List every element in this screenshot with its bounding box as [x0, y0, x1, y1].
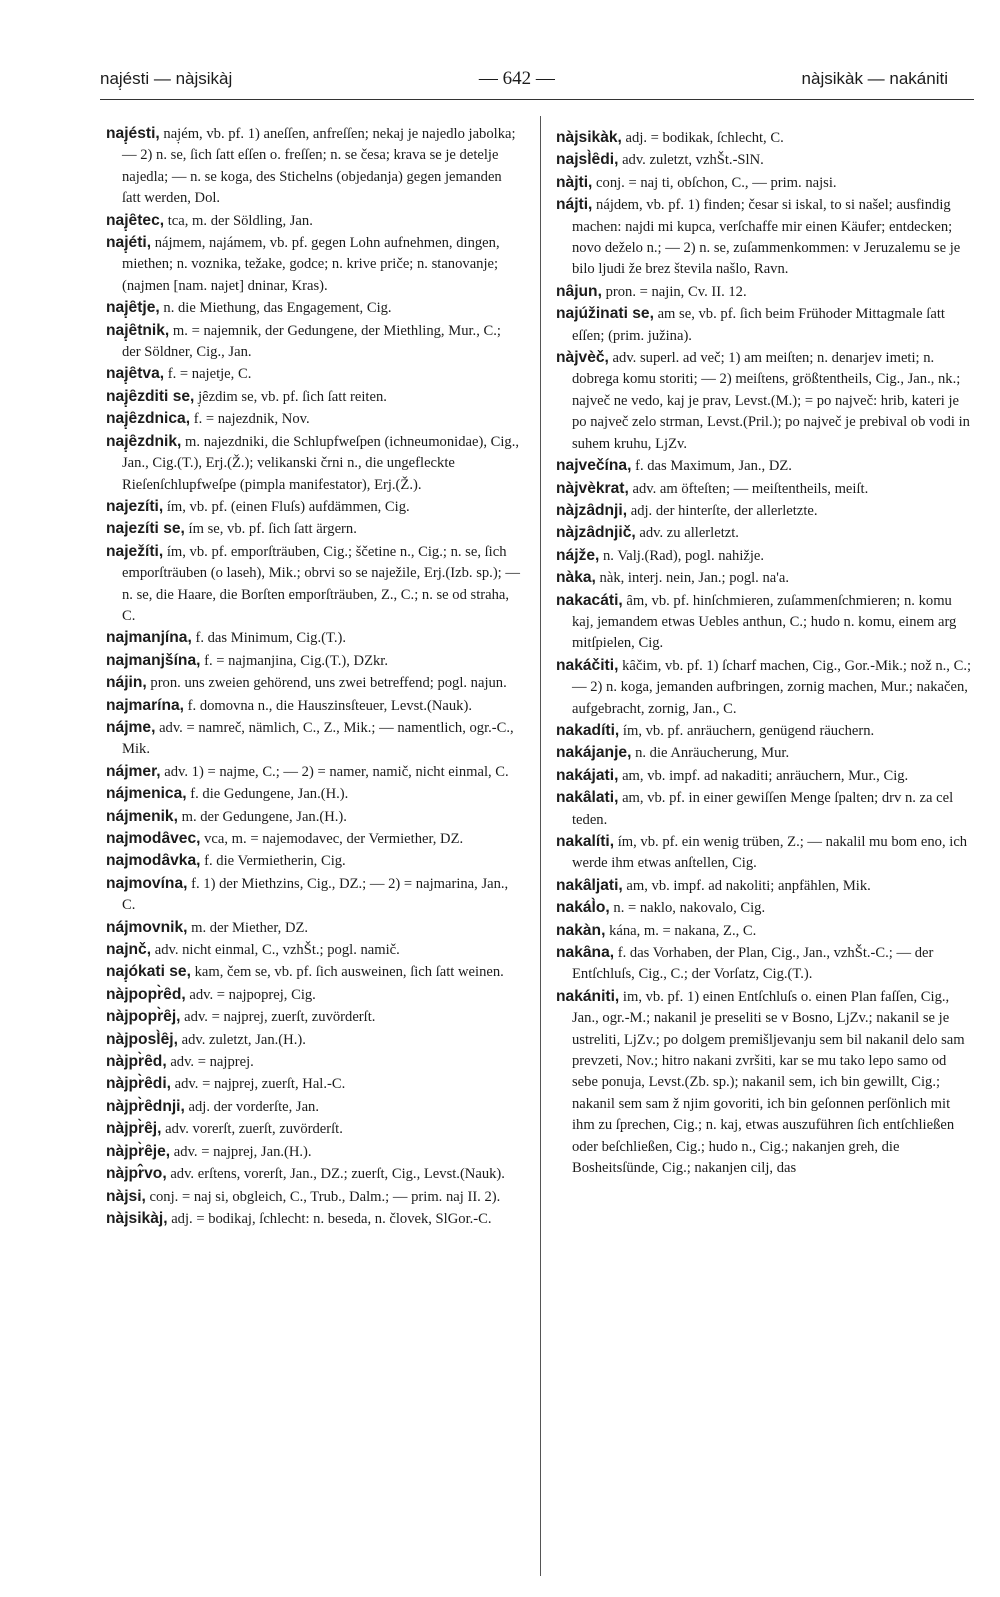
dictionary-entry [106, 917, 522, 939]
entry-definition: ím se, vb. pf. ſich ſatt ärgern. [188, 521, 357, 538]
entry-headword: nájme, [106, 718, 156, 736]
dictionary-entry [106, 1051, 522, 1073]
entry-headword: nàjpr̀ȇdnji, [106, 1097, 185, 1115]
entry-definition: f. die Gedungene, Jan.(H.). [190, 786, 349, 803]
entry-headword: nàjpr̀ȇj, [106, 1120, 162, 1138]
entry-definition: n. Valj.(Rad), pogl. nahižje. [603, 547, 765, 564]
dictionary-entry [106, 518, 522, 540]
dictionary-entry [556, 920, 972, 942]
entry-definition: adv. zu allerletzt. [639, 525, 739, 542]
dictionary-entry [556, 742, 972, 764]
entry-definition: adv. = najpoprej, Cig. [189, 986, 316, 1003]
dictionary-entry [556, 303, 972, 347]
entry-headword: nakájati, [556, 766, 619, 784]
entry-definition: f. die Vermietherin, Cig. [204, 853, 346, 870]
entry-definition: adv. = najprej, zuerſt, zuvörderſt. [184, 1009, 376, 1026]
dictionary-entry [106, 1118, 522, 1140]
entry-definition: kána, m. = nakana, Z., C. [609, 922, 757, 939]
entry-headword: naj̣ȇzdnica, [106, 410, 191, 428]
dictionary-entry [106, 1073, 522, 1095]
dictionary-entry [106, 873, 522, 917]
entry-definition: tca, m. der Söldling, Jan. [167, 212, 313, 229]
entry-headword: nájmenik, [106, 807, 178, 825]
dictionary-entry [106, 717, 522, 761]
dictionary-entry [556, 567, 972, 589]
dictionary-entry [106, 850, 522, 872]
entry-headword: nàjvèč, [556, 349, 609, 367]
dictionary-entry [106, 806, 522, 828]
entry-definition: adv. vorerſt, zuerſt, zuvörderſt. [165, 1121, 343, 1138]
entry-headword: najmodȃvec, [106, 830, 201, 847]
dictionary-entry [106, 232, 522, 297]
entry-headword: nàjpr̀ȇje, [106, 1142, 171, 1160]
entry-headword: nakȃlati, [556, 789, 619, 807]
dictionary-entry [106, 408, 522, 430]
dictionary-entry [106, 828, 522, 850]
entry-headword: nájti, [556, 196, 593, 214]
entry-headword: nàka, [556, 569, 596, 587]
dictionary-entry [556, 897, 972, 919]
entry-definition: f. das Vorhaben, der Plan, Cig., Jan., vzhŠt.-C.; — der Entſchluſs, Cig., C.; der Vorſatz, Cig.(T.). [572, 945, 934, 983]
entry-headword: nàjposl̀ȇj, [106, 1030, 178, 1048]
dictionary-entry [106, 1163, 522, 1185]
entry-definition: adv. = najprej, Jan.(H.). [173, 1143, 312, 1160]
entry-headword: nàjsi, [106, 1187, 146, 1205]
entry-headword: naj̣ȇtnik, [106, 321, 170, 339]
entry-headword: najúžinati se, [556, 305, 654, 323]
dictionary-entry [556, 986, 972, 1180]
entry-headword: nàjvèkrat, [556, 479, 629, 497]
entry-headword: naj̣ȇzditi se, [106, 387, 195, 405]
entry-definition: f. 1) der Miethzins, Cig., DZ.; — 2) = najmarina, Jan., C. [122, 875, 509, 914]
dictionary-entry [556, 500, 972, 522]
entry-headword: nájmer, [106, 762, 161, 780]
entry-definition: im, vb. pf. 1) einen Entſchluſs o. einen Plan faſſen, Cig., Jan., ogr.-M.; nakanil je preseliti se v Bosno, LjZv.; nakanil se je ustreliti, LjZv.; po dolgem premišljevanju sem bil nakanil delo sam prevzeti, Nov.; hitro nakani zvršiti, kar se mu tako lepo samo od sebe ponuja, Levst.(Zb. sp.); nakanil sem, ich bin gewillt, Cig.; nakanil sem sam ž njim govoriti, ich bin geſonnen perſönlich mit ihm zu ſprechen, Cig.; n. kaj, etwas auszuführen ſich entſchließen oder beſchließen, Cig.; hudo n., Cig.; nakanjen greh, die Bosheitsſünde, Cig.; nakanjen cilj, das [572, 988, 965, 1177]
dictionary-entry [106, 1096, 522, 1118]
dictionary-entry [106, 761, 522, 783]
dictionary-entry [106, 695, 522, 717]
entry-headword: nàjzȃdnji, [556, 501, 628, 519]
entry-definition: ím, vb. pf. anräuchern, genügend räuchern. [622, 722, 875, 739]
dictionary-entry [106, 1141, 522, 1163]
entry-headword: nàjsikàj, [106, 1209, 168, 1227]
entry-headword: naj̣ókati se, [106, 963, 191, 981]
entry-headword: nàjpopr̀ȇd, [106, 985, 186, 1003]
left-column [106, 123, 522, 1230]
entry-headword: najmodȃvka, [106, 852, 201, 870]
entry-definition: adv. superl. ad več; 1) am meiſten; n. denarjev imeti; n. dobrega komu storiti; — 2) meiſtens, größtentheils, Cig., Jan., nk.; največ ne vedo, kaj je prav, Levst.(M.); = po največ: hrib, kateri je po največ zelo strman, Levst.(Pril.); po največ je prebival ob vodi in suhem kruhu, LjZv. [572, 350, 970, 452]
entry-definition: adv. = namreč, nämlich, C., Z., Mik.; — namentlich, ogr.-C., Mik. [122, 719, 514, 758]
entry-headword: najnč, [106, 941, 152, 959]
entry-headword: nàjzȃdnjič, [556, 524, 636, 542]
entry-definition: adj. der vorderſte, Jan. [188, 1098, 319, 1115]
entry-definition: conj. = naj si, obgleich, C., Trub., Dalm.; — prim. naj II. 2). [149, 1188, 501, 1205]
entry-definition: f. domovna n., die Hauszinsſteuer, Levst.(Nauk). [187, 697, 472, 714]
entry-definition: am se, vb. pf. ſich beim Frühoder Mittagmale ſatt eſſen; (prim. južina). [572, 306, 945, 344]
dictionary-entry [556, 765, 972, 787]
entry-headword: najmanjšína, [106, 651, 201, 669]
entry-definition: ím, vb. pf. emporſträuben, Cig.; ščetine n., Cig.; n. se, ſich emporſträuben (o laseh), Mik.; obrvi so se naježile, Erj.(Izb. sp.); — n. se, die Haare, die Borſten emporſträuben, Z., C.; n. se od straha, C. [122, 543, 520, 624]
dictionary-entry [556, 787, 972, 831]
entry-definition: j̣ȇzdim se, vb. pf. ſich ſatt reiten. [198, 388, 387, 405]
entry-definition: adv. am öfteſten; — meiſtentheils, meiſt. [632, 480, 869, 497]
dictionary-entry [106, 123, 522, 210]
dictionary-entry [556, 942, 972, 986]
entry-definition: adv. 1) = najme, C.; — 2) = namer, namič, nicht einmal, C. [164, 763, 509, 780]
dictionary-entry [556, 875, 972, 897]
entry-definition: adj. der hinterſte, der allerletzte. [630, 502, 818, 519]
dictionary-entry [106, 1029, 522, 1051]
entry-headword: najezíti se, [106, 520, 185, 538]
entry-headword: nakacáti, [556, 591, 623, 609]
entry-definition: naj̣ém, vb. pf. 1) aneſſen, anfreſſen; nekaj je najedlo jabolka; — 2) n. se, ſich ſatt eſſen o. freſſen; n. se česa; krava se je detelje najedla; — n. se koga, des Stichelns (objedanja) gegen jemanden ſatt werden, Dol. [122, 126, 516, 207]
entry-headword: naj̣ȇzdnik, [106, 432, 182, 450]
entry-definition: adj. = bodikak, ſchlecht, C. [625, 130, 784, 146]
entry-headword: nájmenica, [106, 785, 187, 803]
dictionary-entry [556, 347, 972, 455]
dictionary-entry [556, 194, 972, 281]
entry-definition: adv. = najprej. [170, 1054, 254, 1071]
entry-definition: pron. uns zweien gehörend, uns zwei betreffend; pogl. najun. [150, 675, 507, 692]
running-header [100, 64, 948, 94]
entry-definition: adv. zuletzt, Jan.(H.). [181, 1031, 306, 1048]
dictionary-entry [106, 783, 522, 805]
entry-headword: nakál̀o, [556, 899, 610, 917]
entry-definition: ím, vb. pf. (einen Fluſs) aufdämmen, Cig. [166, 498, 410, 515]
entry-headword: naježíti, [106, 542, 164, 560]
dictionary-entry [556, 590, 972, 655]
entry-headword: naj̣ȇtec, [106, 211, 165, 229]
dictionary-entry [556, 478, 972, 500]
entry-headword: najezíti, [106, 497, 164, 515]
dictionary-entry [106, 961, 522, 983]
entry-headword: najmanjína, [106, 629, 192, 647]
entry-headword: nakalíti, [556, 833, 615, 850]
entry-headword: nakȃljati, [556, 876, 623, 894]
dictionary-entry [106, 1006, 522, 1028]
dictionary-entry [556, 522, 972, 544]
right-column [556, 127, 972, 1180]
dictionary-entry [106, 939, 522, 961]
entry-headword: najmarína, [106, 696, 184, 714]
entry-definition: adv. erſtens, vorerſt, Jan., DZ.; zuerſt, Cig., Levst.(Nauk). [170, 1166, 505, 1183]
dictionary-entry [106, 627, 522, 649]
entry-definition: n. die Anräucherung, Mur. [635, 745, 790, 762]
dictionary-entry [556, 655, 972, 720]
dictionary-entry [106, 496, 522, 518]
entry-headword: naj̣ésti, [106, 125, 160, 142]
entry-definition: conj. = naj ti, obſchon, C., — prim. najsi. [596, 174, 837, 191]
dictionary-entry [106, 386, 522, 408]
entry-definition: ȃm, vb. pf. hinſchmieren, zuſammenſchmieren; n. komu kaj, jemandem etwas Uebles anthun, C.; hudo n. komu, einem arg mitſpielen, Cig. [572, 592, 957, 652]
entry-definition: am, vb. impf. ad nakaditi; anräuchern, Mur., Cig. [622, 767, 909, 784]
dictionary-entry [106, 320, 522, 364]
entry-definition: f. das Maximum, Jan., DZ. [635, 458, 792, 475]
dictionary-entry [556, 545, 972, 567]
entry-headword: naj̣ȇtva, [106, 365, 165, 383]
entry-definition: nájmem, najámem, vb. pf. gegen Lohn aufnehmen, dingen, miethen; n. voznika, težake, godce; n. krive priče; n. stanovanje; (najmen [nam. najet] dninar, Kras). [122, 235, 500, 294]
dictionary-entry [556, 149, 972, 171]
dictionary-entry [106, 363, 522, 385]
entry-headword: nàjpr̀ȇd, [106, 1053, 167, 1071]
entry-definition: adv. = najprej, zuerſt, Hal.-C. [174, 1076, 346, 1093]
entry-headword: nakȃna, [556, 944, 615, 962]
dictionary-entry [106, 650, 522, 672]
dictionary-entry [556, 720, 972, 742]
header-left-guide-words: naj̣ésti — nàjsikàj [100, 69, 233, 88]
entry-definition: ím, vb. pf. ein wenig trüben, Z.; — nakalil mu bom eno, ich werde ihm etwas anſtellen, Cig. [572, 834, 968, 872]
entry-definition: f. = najmanjina, Cig.(T.), DZkr. [204, 652, 388, 669]
entry-headword: nakáčiti, [556, 656, 619, 674]
entry-headword: nakániti, [556, 987, 620, 1005]
header-right-guide-words: nàjsikàk — nakániti [801, 69, 948, 88]
entry-definition: adv. nicht einmal, C., vzhŠt.; pogl. namič. [154, 942, 400, 959]
entry-definition: adv. zuletzt, vzhŠt.-SlN. [622, 152, 764, 169]
entry-headword: nàjpopr̀ȇj, [106, 1008, 181, 1026]
entry-headword: naj̣éti, [106, 234, 152, 252]
dictionary-entry [106, 297, 522, 319]
entry-definition: pron. = najin, Cv. II. 12. [605, 283, 747, 300]
entry-headword: naj̣ȇtje, [106, 299, 160, 317]
dictionary-entry [556, 172, 972, 194]
entry-headword: najmovína, [106, 874, 188, 892]
entry-headword: nȃjun, [556, 282, 602, 300]
dictionary-entry [106, 1208, 522, 1230]
entry-definition: kȃčim, vb. pf. 1) ſcharf machen, Cig., Gor.-Mik.; nož n., C.; — 2) n. koga, jemanden aufbringen, zornig machen, Mur.; nakačen, aufgebracht, zornig, Jan., C. [572, 657, 972, 717]
entry-headword: nájmovnik, [106, 918, 188, 936]
dictionary-entry [106, 541, 522, 628]
header-rule [100, 99, 974, 100]
entry-definition: f. = najezdnik, Nov. [193, 411, 310, 428]
entry-definition: vca, m. = najemodavec, der Vermiether, DZ. [204, 831, 464, 847]
entry-headword: najsl̀ȇdi, [556, 151, 619, 169]
entry-definition: m. der Gedungene, Jan.(H.). [181, 808, 347, 825]
entry-headword: nájže, [556, 546, 600, 564]
entry-definition: am, vb. impf. ad nakoliti; anpfählen, Mik. [626, 877, 871, 894]
entry-headword: nàjti, [556, 173, 593, 191]
dictionary-entry [106, 984, 522, 1006]
dictionary-entry [106, 672, 522, 694]
entry-headword: nàjpr̂vo, [106, 1165, 167, 1183]
entry-definition: m. = najemnik, der Gedungene, der Miethling, Mur., C.; der Söldner, Cig., Jan. [122, 322, 501, 361]
entry-definition: nàk, interj. nein, Jan.; pogl. na'a. [599, 570, 790, 587]
entry-headword: nakájanje, [556, 744, 632, 762]
entry-headword: največína, [556, 457, 632, 475]
entry-headword: nájin, [106, 674, 147, 692]
entry-definition: n. die Miethung, das Engagement, Cig. [163, 300, 392, 317]
dictionary-entry [556, 455, 972, 477]
dictionary-entry [556, 127, 972, 149]
entry-definition: nájdem, vb. pf. 1) finden; česar si iskal, to si našel; ausfindig machen: najdi mi kupca, verſchaffe mir einen Käufer; entdecken; novo deželo n.; — 2) n. se, zuſammenkommen: v Jeruzalemu se je bilo ljudi že brez števila našlo, Ravn. [572, 197, 961, 278]
entry-definition: f. das Minimum, Cig.(T.). [195, 630, 346, 647]
entry-headword: nàjpr̀ȇdi, [106, 1075, 171, 1093]
entry-definition: m. der Miether, DZ. [191, 919, 309, 936]
dictionary-entry [106, 431, 522, 496]
entry-definition: f. = najetje, C. [167, 366, 252, 383]
entry-headword: nàjsikàk, [556, 129, 622, 146]
entry-definition: n. = naklo, nakovalo, Cig. [613, 900, 766, 917]
entry-headword: nakadíti, [556, 721, 620, 739]
column-divider [540, 116, 541, 1576]
dictionary-entry [556, 831, 972, 875]
entry-definition: kam, čem se, vb. pf. ſich ausweinen, ſich ſatt weinen. [194, 964, 504, 981]
entry-definition: am, vb. pf. in einer gewiſſen Menge ſpalten; drv n. za cel teden. [572, 790, 954, 828]
entry-definition: m. najezdniki, die Schlupfweſpen (ichneumonidae), Cig., Jan., Cig.(T.), Erj.(Ž.); velikanski črni n., die ungefleckte Rieſenſchlupfweſpe (pimpla manifestator), Erj.(Ž.). [122, 433, 519, 493]
page-number: — 642 — [478, 68, 555, 89]
entry-headword: nakàn, [556, 921, 606, 939]
dictionary-entry [106, 1186, 522, 1208]
dictionary-entry [556, 281, 972, 303]
dictionary-entry [106, 210, 522, 232]
entry-definition: adj. = bodikaj, ſchlecht: n. beseda, n. človek, SlGor.-C. [171, 1210, 492, 1227]
